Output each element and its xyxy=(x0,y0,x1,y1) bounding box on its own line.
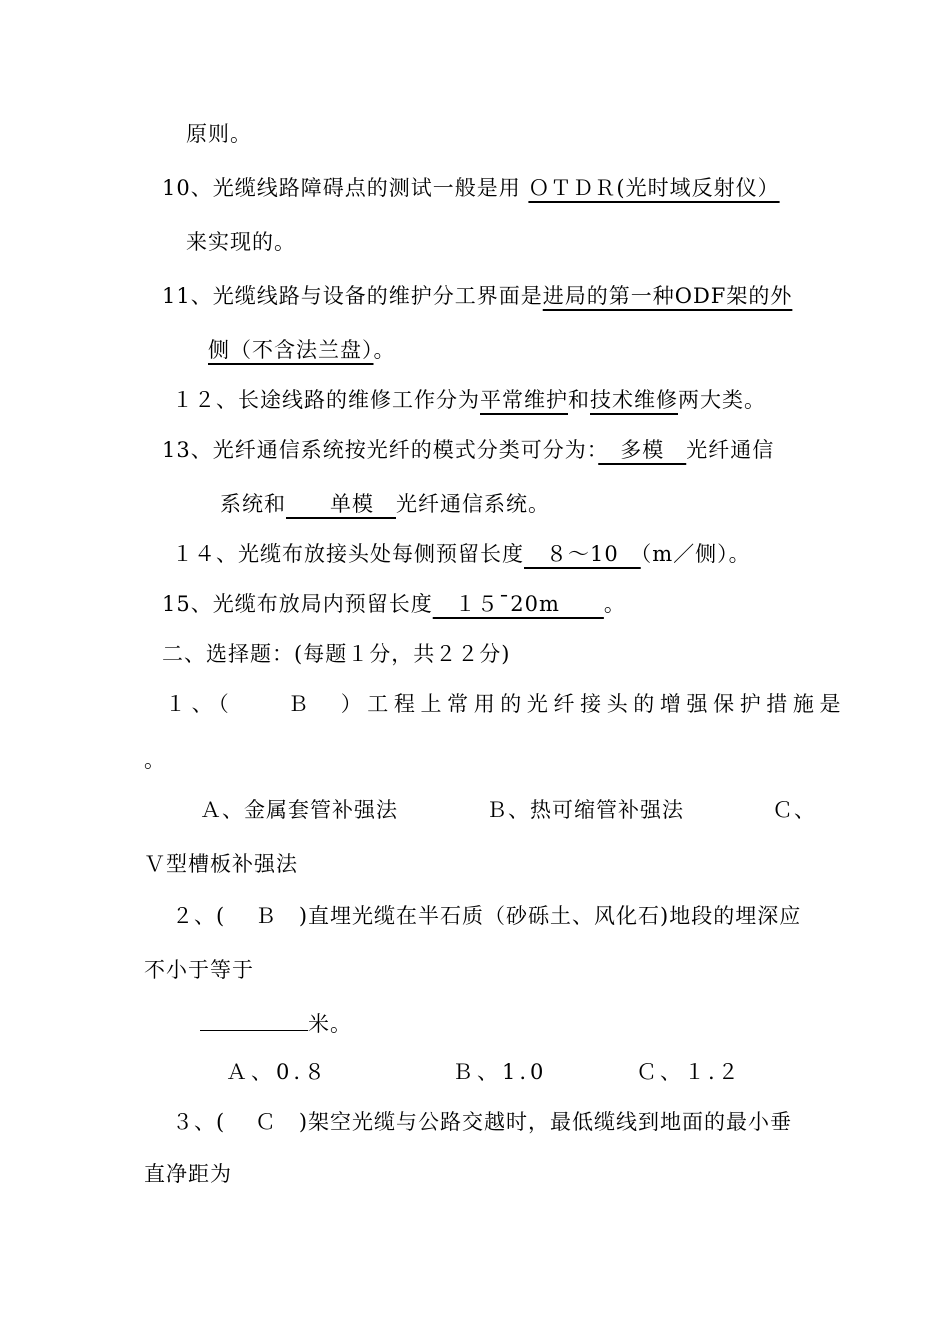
answer-15-20m: １５¯20m xyxy=(432,592,604,616)
line-principle: 原则。 xyxy=(186,122,252,146)
answer-otdr: ＯＴＤＲ(光时域反射仪） xyxy=(528,176,780,200)
choice-2: ２、( Ｂ )直埋光缆在半石质（砂砾土、风化石)地段的埋深应 xyxy=(172,904,802,928)
answer-routine: 平常维护 xyxy=(480,388,568,412)
choice-2-cont: 不小于等于 xyxy=(144,958,254,982)
choice-1: １、（ Ｂ ）工程上常用的光纤接头的增强保护措施是 xyxy=(165,692,847,716)
question-11: 11、光缆线路与设备的维护分工界面是进局的第一种ODF架的外 xyxy=(162,284,793,308)
question-13-cont: 系统和 单模 光纤通信系统。 xyxy=(220,492,550,516)
choice-1-option-c: Ｃ、 xyxy=(772,798,816,822)
question-15: 15、光缆布放局内预留长度 １５¯20m 。 xyxy=(162,592,626,616)
choice-2-option-a: Ａ、0.８ xyxy=(226,1060,330,1084)
question-10-cont: 来实现的。 xyxy=(186,230,296,254)
choice-3-cont: 直净距为 xyxy=(144,1162,232,1186)
answer-odf: 进局的第一种ODF架的外 xyxy=(542,284,793,308)
question-10: 10、光缆线路障碍点的测试一般是用 ＯＴＤＲ(光时域反射仪） xyxy=(162,176,780,200)
answer-technical: 技术维修 xyxy=(590,388,678,412)
answer-multimode: 多模 xyxy=(598,438,687,462)
choice-1-end: 。 xyxy=(144,748,166,772)
choice-1-option-a: Ａ、金属套管补强法 xyxy=(200,798,398,822)
answer-8-10: ８～10 xyxy=(524,542,641,566)
section-heading-choice: 二、选择题：(每题１分，共２２分) xyxy=(162,642,511,666)
choice-2-option-b: Ｂ、1.0 xyxy=(452,1060,548,1084)
answer-blank xyxy=(200,1012,308,1031)
choice-2-option-c: Ｃ、１.２ xyxy=(636,1060,742,1084)
choice-3: ３、( Ｃ )架空光缆与公路交越时，最低缆线到地面的最小垂 xyxy=(172,1110,793,1134)
question-13: 13、光纤通信系统按光纤的模式分类可分为： 多模 光纤通信 xyxy=(162,438,775,462)
question-14: １４、光缆布放接头处每侧预留长度 ８～10 （m／侧）。 xyxy=(172,542,751,566)
question-12: １２、长途线路的维修工作分为平常维护和技术维修两大类。 xyxy=(172,388,766,412)
answer-singlemode: 单模 xyxy=(286,492,396,516)
choice-1-option-c-cont: Ｖ型槽板补强法 xyxy=(144,852,298,876)
choice-2-blank-line: 米。 xyxy=(200,1010,352,1038)
question-11-cont: 侧（不含法兰盘）。 xyxy=(208,338,396,362)
answer-odf-cont: 侧（不含法兰盘） xyxy=(208,338,374,362)
choice-1-option-b: Ｂ、热可缩管补强法 xyxy=(486,798,684,822)
